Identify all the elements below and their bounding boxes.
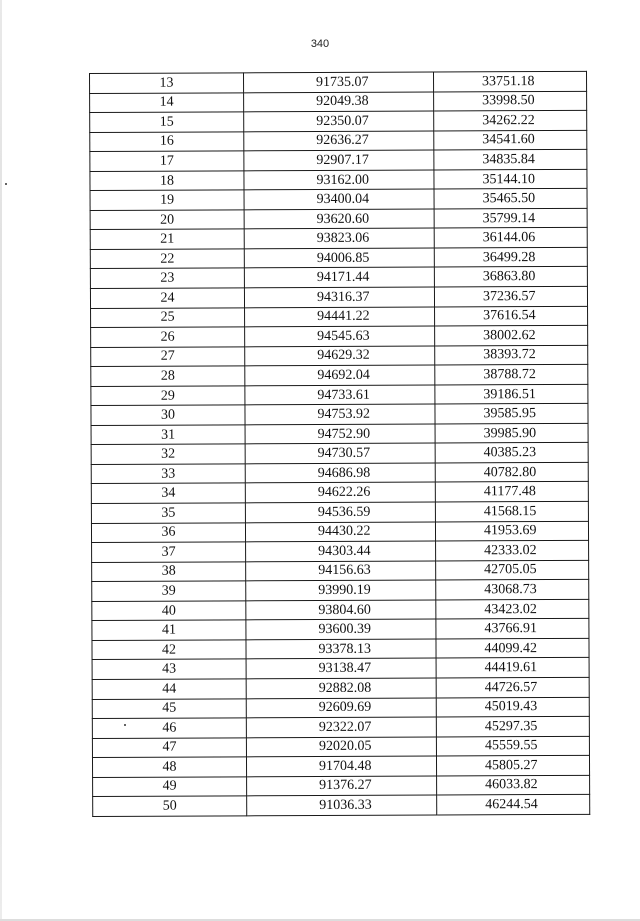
second-value-cell: 44099.42 [436, 638, 589, 658]
table-row [90, 208, 587, 230]
second-value-cell: 41177.48 [435, 482, 588, 502]
row-number-cell: 44 [92, 679, 246, 699]
table-row [93, 795, 590, 817]
first-value-cell: 94430.22 [245, 522, 435, 542]
first-value-cell: 91376.27 [247, 776, 437, 796]
second-value-cell: 36863.80 [434, 267, 587, 287]
table-row [91, 443, 588, 465]
first-value-cell: 94730.57 [245, 443, 435, 463]
table-row [90, 71, 587, 93]
row-number-cell: 21 [90, 229, 244, 249]
row-number-cell: 38 [92, 561, 246, 581]
second-value-cell: 45019.43 [436, 697, 589, 717]
second-value-cell: 37616.54 [435, 306, 588, 326]
first-value-cell: 93823.06 [244, 228, 434, 248]
row-number-cell: 24 [90, 288, 244, 308]
table-row [92, 560, 589, 582]
row-number-cell: 20 [90, 210, 244, 230]
first-value-cell: 94692.04 [245, 365, 435, 385]
table-row [90, 267, 587, 289]
second-value-cell: 33998.50 [434, 91, 587, 111]
table-row [92, 638, 589, 660]
first-value-cell: 94171.44 [244, 267, 434, 287]
second-value-cell: 43766.91 [436, 619, 589, 639]
second-value-cell: 38002.62 [435, 325, 588, 345]
row-number-cell: 19 [90, 190, 244, 210]
table-row [90, 286, 587, 308]
row-number-cell: 43 [92, 659, 246, 679]
first-value-cell: 93804.60 [246, 600, 436, 620]
row-number-cell: 48 [92, 757, 246, 777]
table-row [90, 150, 587, 172]
row-number-cell: 17 [90, 151, 244, 171]
row-number-cell: 39 [92, 581, 246, 601]
row-number-cell: 26 [91, 327, 245, 347]
second-value-cell: 41568.15 [435, 501, 588, 521]
table-row [91, 306, 588, 328]
row-number-cell: 50 [93, 796, 247, 816]
second-value-cell: 46033.82 [437, 775, 590, 795]
first-value-cell: 93620.60 [244, 209, 434, 229]
first-value-cell: 91036.33 [247, 795, 437, 815]
first-value-cell: 92350.07 [244, 111, 434, 131]
table-row [93, 775, 590, 797]
second-value-cell: 34262.22 [434, 110, 587, 130]
first-value-cell: 93400.04 [244, 189, 434, 209]
first-value-cell: 94545.63 [245, 326, 435, 346]
second-value-cell: 45297.35 [436, 716, 589, 736]
row-number-cell: 36 [91, 522, 245, 542]
table-row [91, 384, 588, 406]
row-number-cell: 33 [91, 464, 245, 484]
table-row [92, 599, 589, 621]
row-number-cell: 45 [92, 698, 246, 718]
second-value-cell: 39585.95 [435, 404, 588, 424]
first-value-cell: 92322.07 [246, 717, 436, 737]
row-number-cell: 13 [90, 73, 244, 93]
row-number-cell: 14 [90, 92, 244, 112]
table-row [92, 658, 589, 680]
row-number-cell: 40 [92, 601, 246, 621]
row-number-cell: 37 [92, 542, 246, 562]
table-row [91, 501, 588, 523]
first-value-cell: 91735.07 [244, 72, 434, 92]
second-value-cell: 45805.27 [436, 755, 589, 775]
row-number-cell: 29 [91, 386, 245, 406]
table-row [91, 365, 588, 387]
second-value-cell: 44419.61 [436, 658, 589, 678]
table-row [90, 189, 587, 211]
row-number-cell: 32 [91, 444, 245, 464]
table-body [90, 71, 590, 816]
table-row [91, 404, 588, 426]
table-row [92, 736, 589, 758]
table-row [91, 462, 588, 484]
table-row [90, 110, 587, 132]
second-value-cell: 33751.18 [433, 71, 586, 91]
scan-speck [124, 724, 126, 726]
second-value-cell: 40782.80 [435, 462, 588, 482]
row-number-cell: 46 [92, 718, 246, 738]
table-row [90, 91, 587, 113]
table-row [90, 247, 587, 269]
first-value-cell: 94303.44 [246, 541, 436, 561]
first-value-cell: 92609.69 [246, 697, 436, 717]
row-number-cell: 23 [90, 268, 244, 288]
table-row [92, 697, 589, 719]
first-value-cell: 94622.26 [245, 482, 435, 502]
row-number-cell: 28 [91, 366, 245, 386]
second-value-cell: 40385.23 [435, 443, 588, 463]
first-value-cell: 94753.92 [245, 404, 435, 424]
second-value-cell: 39186.51 [435, 384, 588, 404]
second-value-cell: 34835.84 [434, 150, 587, 170]
first-value-cell: 94441.22 [245, 307, 435, 327]
first-value-cell: 92049.38 [244, 92, 434, 112]
row-number-cell: 31 [91, 425, 245, 445]
second-value-cell: 41953.69 [435, 521, 588, 541]
second-value-cell: 37236.57 [434, 286, 587, 306]
second-value-cell: 39985.90 [435, 423, 588, 443]
second-value-cell: 35465.50 [434, 189, 587, 209]
second-value-cell: 43423.02 [436, 599, 589, 619]
first-value-cell: 93990.19 [246, 580, 436, 600]
first-value-cell: 94686.98 [245, 463, 435, 483]
table-row [92, 580, 589, 602]
first-value-cell: 93162.00 [244, 170, 434, 190]
first-value-cell: 91704.48 [246, 756, 436, 776]
first-value-cell: 93138.47 [246, 658, 436, 678]
second-value-cell: 46244.54 [437, 795, 590, 815]
table-row [90, 169, 587, 191]
first-value-cell: 92882.08 [246, 678, 436, 698]
first-value-cell: 94316.37 [244, 287, 434, 307]
table-row [92, 540, 589, 562]
second-value-cell: 35144.10 [434, 169, 587, 189]
second-value-cell: 34541.60 [434, 130, 587, 150]
row-number-cell: 27 [91, 346, 245, 366]
table-row [90, 130, 587, 152]
coordinate-table [89, 71, 590, 817]
first-value-cell: 94733.61 [245, 385, 435, 405]
scan-speck [5, 183, 7, 185]
second-value-cell: 43068.73 [436, 580, 589, 600]
first-value-cell: 94006.85 [244, 248, 434, 268]
table-row [90, 228, 587, 250]
row-number-cell: 47 [92, 737, 246, 757]
row-number-cell: 22 [90, 249, 244, 269]
table-row [92, 677, 589, 699]
first-value-cell: 94752.90 [245, 424, 435, 444]
first-value-cell: 94156.63 [246, 561, 436, 581]
row-number-cell: 25 [91, 307, 245, 327]
table-row [91, 423, 588, 445]
second-value-cell: 42705.05 [436, 560, 589, 580]
row-number-cell: 35 [91, 503, 245, 523]
row-number-cell: 18 [90, 171, 244, 191]
scan-left-edge [0, 0, 2, 921]
table-row [92, 716, 589, 738]
table-row [92, 619, 589, 641]
second-value-cell: 36144.06 [434, 228, 587, 248]
row-number-cell: 15 [90, 112, 244, 132]
second-value-cell: 35799.14 [434, 208, 587, 228]
row-number-cell: 30 [91, 405, 245, 425]
second-value-cell: 44726.57 [436, 677, 589, 697]
row-number-cell: 34 [91, 483, 245, 503]
page-number: 340 [310, 38, 330, 50]
second-value-cell: 45559.55 [436, 736, 589, 756]
first-value-cell: 92636.27 [244, 131, 434, 151]
row-number-cell: 49 [93, 777, 247, 797]
row-number-cell: 41 [92, 620, 246, 640]
first-value-cell: 93378.13 [246, 639, 436, 659]
first-value-cell: 94629.32 [245, 346, 435, 366]
table-row [91, 521, 588, 543]
first-value-cell: 92907.17 [244, 150, 434, 170]
first-value-cell: 92020.05 [246, 737, 436, 757]
table-row [92, 755, 589, 777]
first-value-cell: 93600.39 [246, 619, 436, 639]
table-row [91, 482, 588, 504]
table-row [91, 325, 588, 347]
second-value-cell: 42333.02 [436, 540, 589, 560]
second-value-cell: 38393.72 [435, 345, 588, 365]
table-row [91, 345, 588, 367]
second-value-cell: 38788.72 [435, 365, 588, 385]
row-number-cell: 42 [92, 640, 246, 660]
first-value-cell: 94536.59 [245, 502, 435, 522]
second-value-cell: 36499.28 [434, 247, 587, 267]
row-number-cell: 16 [90, 131, 244, 151]
